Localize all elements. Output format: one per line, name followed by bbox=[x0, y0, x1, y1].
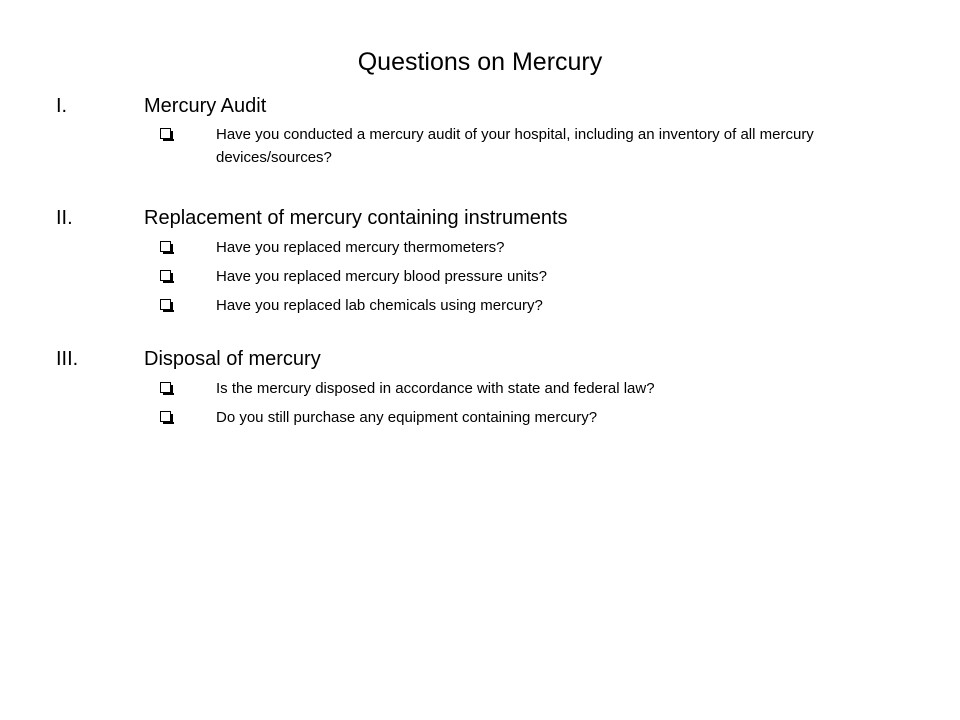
question-item bbox=[56, 377, 916, 400]
section-numeral: II. bbox=[56, 207, 73, 229]
section-heading bbox=[56, 93, 916, 119]
question-text: Do you still purchase any equipment containing mercury? bbox=[216, 409, 598, 426]
question-item bbox=[56, 236, 916, 259]
checkbox-icon bbox=[160, 382, 171, 393]
section-disposal bbox=[56, 346, 916, 429]
checkbox-icon bbox=[160, 270, 171, 281]
checkbox-icon bbox=[160, 241, 171, 252]
section-numeral: I. bbox=[56, 95, 68, 117]
section-heading bbox=[56, 346, 916, 372]
question-list bbox=[56, 236, 916, 317]
section-replacement bbox=[56, 205, 916, 317]
section-heading-text: Mercury Audit bbox=[144, 95, 267, 117]
question-item bbox=[56, 406, 916, 429]
section-heading-text: Replacement of mercury containing instruments bbox=[144, 207, 568, 229]
question-list bbox=[56, 123, 916, 169]
question-text: Have you replaced lab chemicals using mercury? bbox=[216, 297, 543, 314]
question-item bbox=[56, 123, 916, 169]
section-heading-text: Disposal of mercury bbox=[144, 348, 321, 370]
checkbox-icon bbox=[160, 411, 171, 422]
question-text: Have you replaced mercury thermometers? bbox=[216, 239, 505, 256]
question-item bbox=[56, 265, 916, 288]
question-text: Have you conducted a mercury audit of your hospital, including an inventory of all mercury devices/sources? bbox=[216, 126, 814, 166]
question-item bbox=[56, 294, 916, 317]
section-heading bbox=[56, 205, 916, 231]
checkbox-icon bbox=[160, 299, 171, 310]
section-mercury-audit bbox=[56, 93, 916, 169]
question-text: Is the mercury disposed in accordance with state and federal law? bbox=[216, 380, 655, 397]
question-list bbox=[56, 377, 916, 429]
question-text: Have you replaced mercury blood pressure units? bbox=[216, 268, 548, 285]
section-numeral: III. bbox=[56, 348, 79, 370]
slide-title: Questions on Mercury bbox=[357, 48, 603, 76]
checkbox-icon bbox=[160, 128, 171, 139]
